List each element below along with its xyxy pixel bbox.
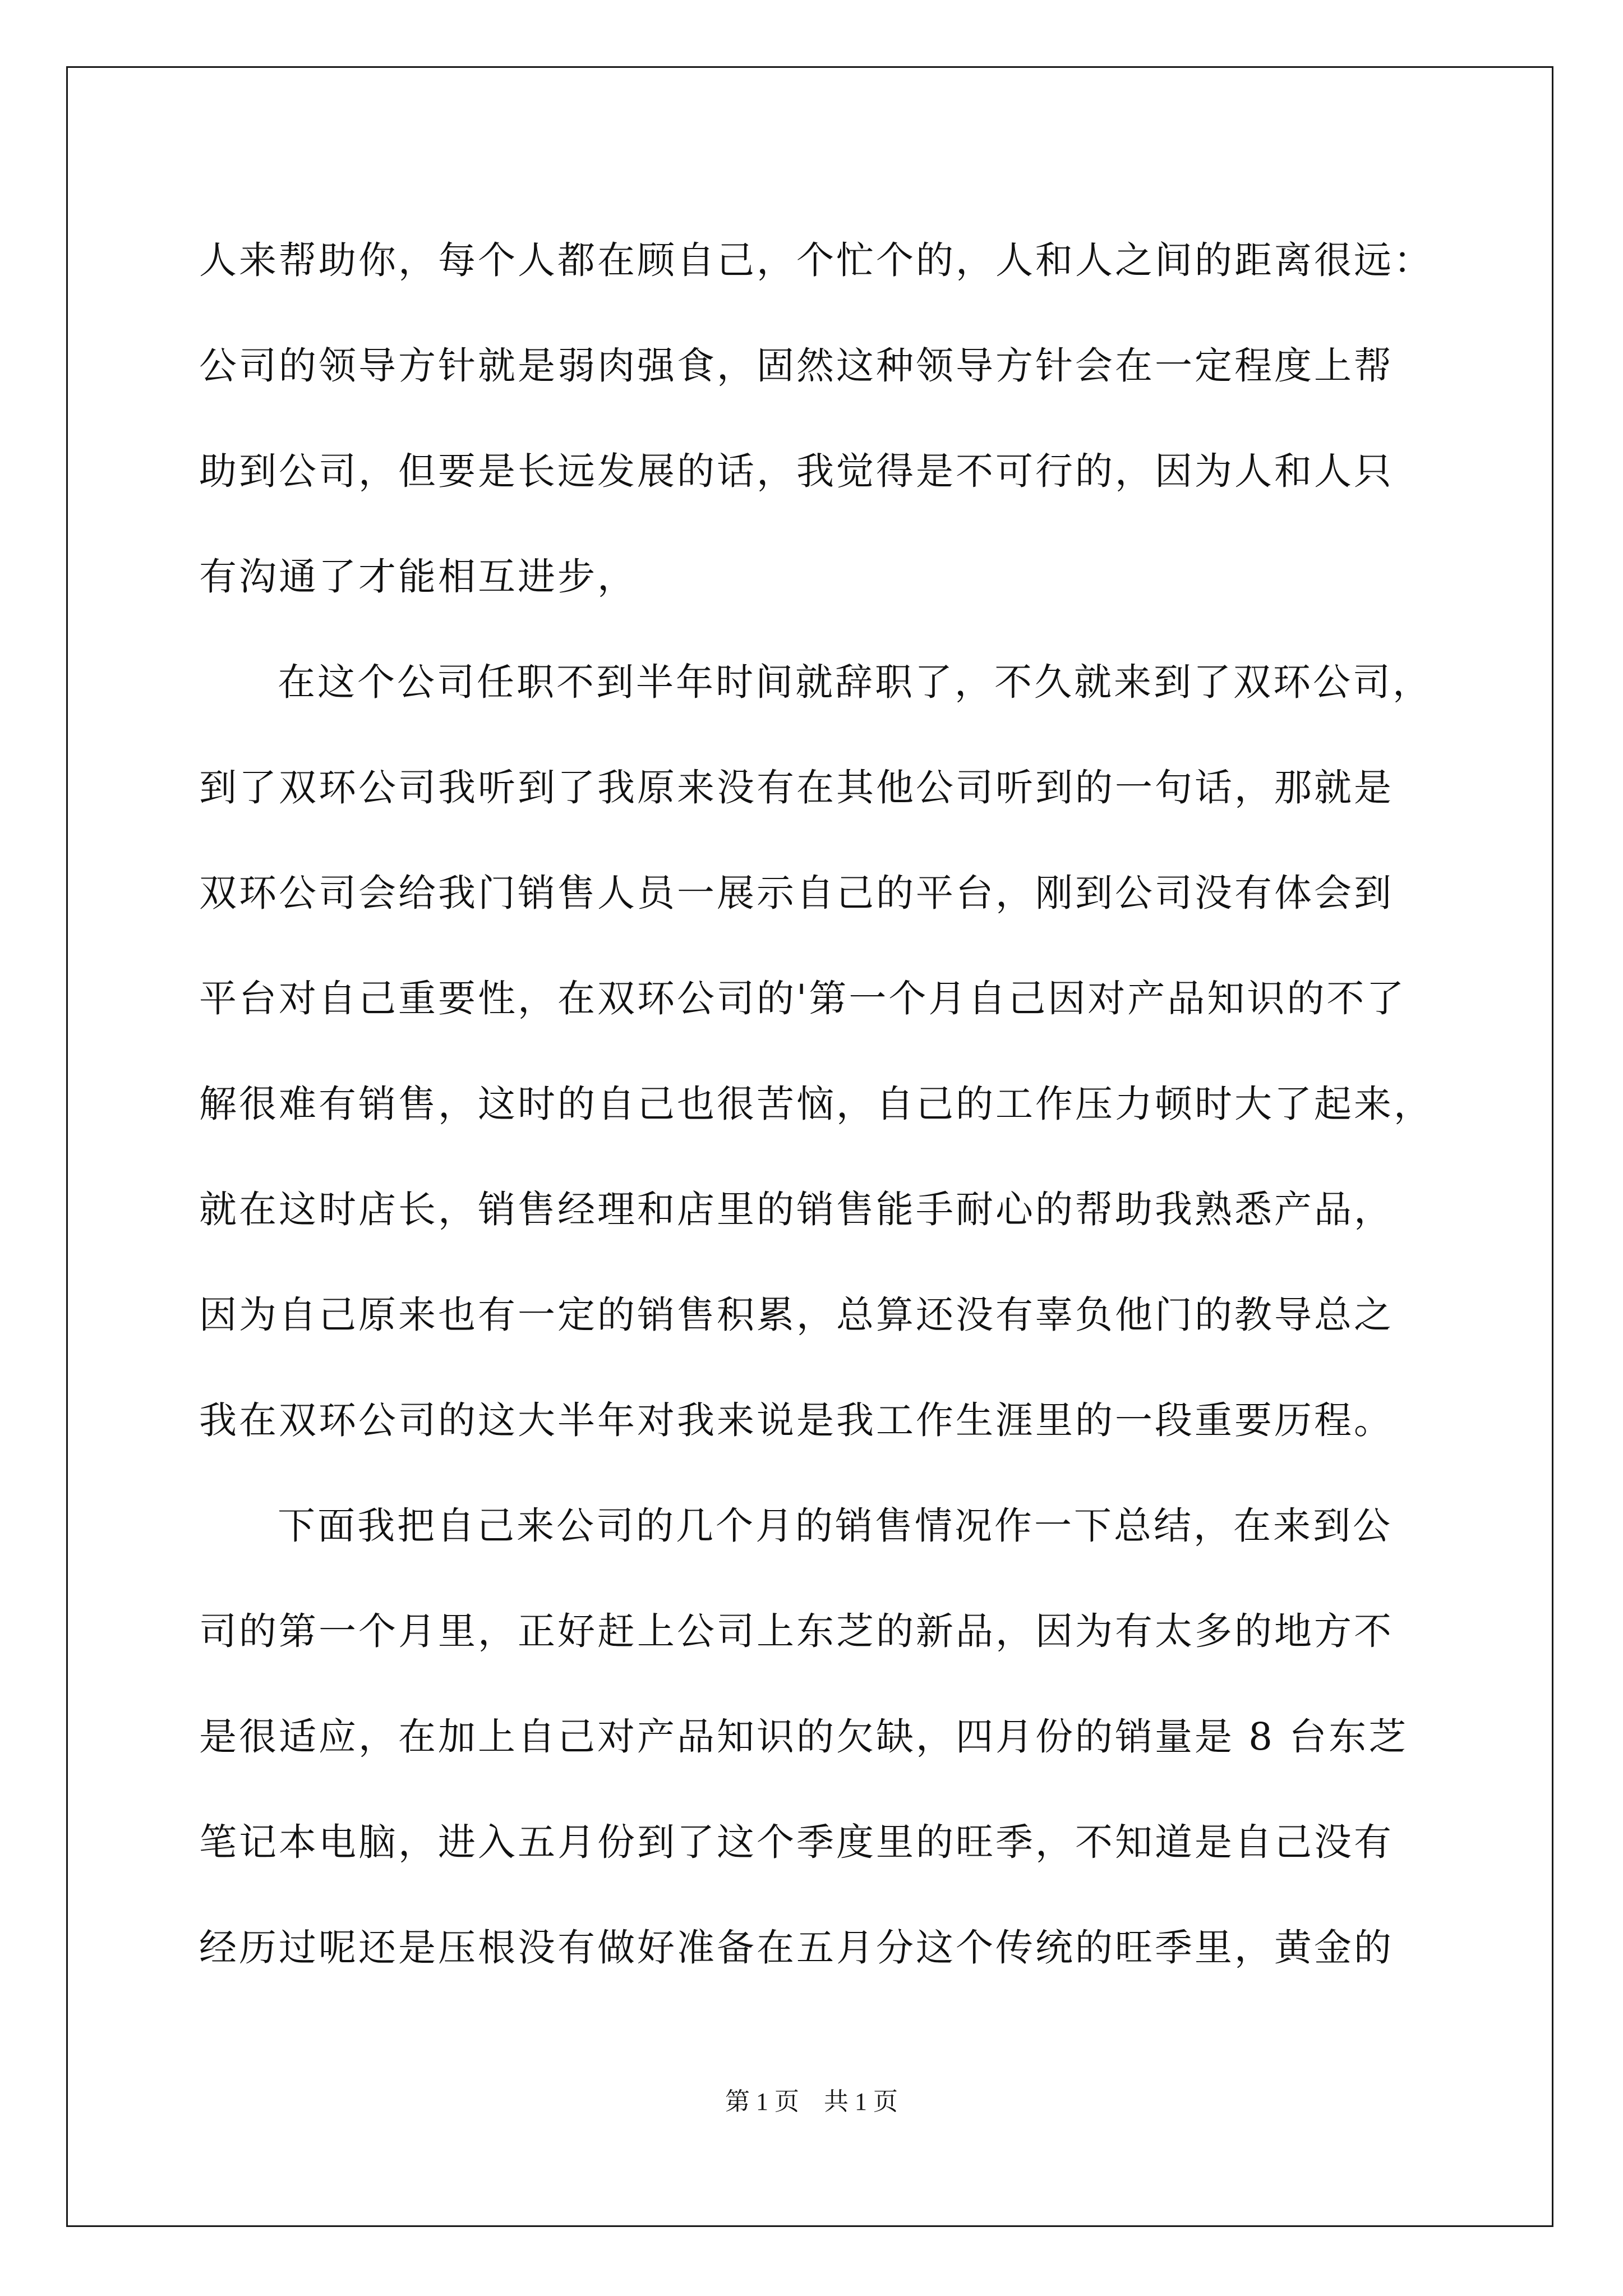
text-line: 双环公司会给我门销售人员一展示自己的平台，刚到公司没有体会到 xyxy=(199,871,1394,915)
text-line: 人来帮助你，每个人都在顾自己，个忙个的，人和人之间的距离很远： xyxy=(199,238,1433,282)
text-line: 笔记本电脑，进入五月份到了这个季度里的旺季，不知道是自己没有 xyxy=(199,1820,1394,1864)
text-line: 有沟通了才能相互进步， xyxy=(199,555,637,599)
text-line: 解很难有销售，这时的自己也很苦恼，自己的工作压力顿时大了起来， xyxy=(199,1082,1433,1126)
paragraph-first-line: 下面我把自己来公司的几个月的销售情况作一下总结，在来到公 xyxy=(278,1504,1393,1548)
text-line: 司的第一个月里，正好赶上公司上东芝的新品，因为有太多的地方不 xyxy=(199,1609,1394,1653)
text-line: 是很适应，在加上自己对产品知识的欠缺，四月份的销量是 8 台东芝 xyxy=(199,1715,1409,1759)
paragraph-first-line: 在这个公司任职不到半年时间就辞职了，不久就来到了双环公司， xyxy=(278,660,1432,704)
text-line: 到了双环公司我听到了我原来没有在其他公司听到的一句话，那就是 xyxy=(199,766,1394,809)
document-body xyxy=(199,208,1433,2000)
text-line: 平台对自己重要性，在双环公司的'第一个月自己因对产品知识的不了 xyxy=(199,977,1407,1020)
text-line: 助到公司，但要是长远发展的话，我觉得是不可行的，因为人和人只 xyxy=(199,449,1394,493)
text-line: 经历过呢还是压根没有做好准备在五月分这个传统的旺季里，黄金的 xyxy=(199,1926,1394,1970)
text-line: 公司的领导方针就是弱肉强食，固然这种领导方针会在一定程度上帮 xyxy=(199,344,1394,388)
text-line: 因为自己原来也有一定的销售积累，总算还没有辜负他门的教导总之 xyxy=(199,1293,1394,1337)
page-number-footer: 第 1 页 共 1 页 xyxy=(725,2088,898,2115)
text-line: 我在双环公司的这大半年对我来说是我工作生涯里的一段重要历程。 xyxy=(199,1398,1394,1442)
text-line: 就在这时店长，销售经理和店里的销售能手耐心的帮助我熟悉产品， xyxy=(199,1188,1394,1231)
